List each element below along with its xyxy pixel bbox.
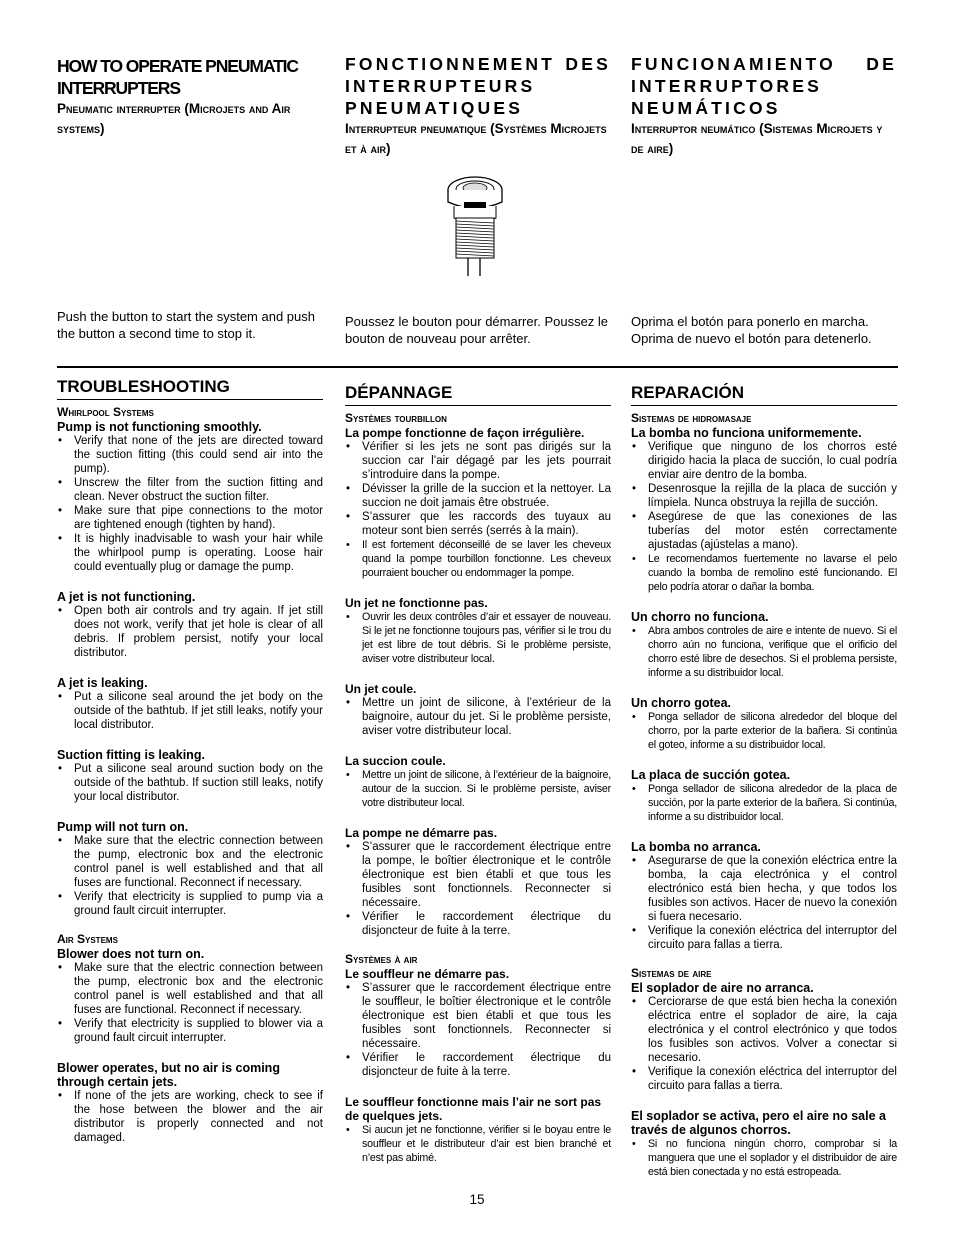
problem-group [345,754,611,810]
solution-item: • Vérifier le raccordement électrique du disjoncteur de fuite à la terre. [345,1051,611,1079]
whirlpool-systems-label: Systèmes tourbillon [345,411,447,425]
solution-item: • Cerciorarse de que está bien hecha la conexión eléctrica entre el soplador de aire, la caja electrónica y el control electrónico y que todos los fusibles son activos. Volver a conectar si necesario. [631,995,897,1065]
solution-item: • Dévisser la grille de la succion et la nettoyer. La succion ne doit jamais être obstruée. [345,482,611,510]
problem-group [631,768,897,824]
problem-heading: El soplador de aire no arranca. [631,981,814,995]
problem-group [345,682,611,738]
solution-list [631,995,897,1093]
solution-list [57,690,323,732]
air-systems-label: Sistemas de aire [631,966,712,980]
problem-heading: La placa de succión gotea. [631,768,791,782]
solution-item: • Desenrosque la rejilla de la placa de succión y límpiela. Nunca obstruya la rejilla de succión. [631,482,897,510]
header-title-en: HOW TO OPERATE PNEUMATIC INTERRUPTERS [57,56,298,98]
problem-group [631,610,897,680]
solution-item: • Verifique la conexión eléctrica del interruptor del circuito para fallas a tierra. [631,1065,897,1093]
solution-list [345,840,611,938]
solution-item: • Si aucun jet ne fonctionne, vérifier si le boyau entre le souffleur et le distributeur d’air est bien branché et n’est pas abimé. [345,1123,611,1165]
solution-list [631,854,897,952]
solution-item: • Abra ambos controles de aire e intente de nuevo. Si el chorro aún no funciona, verifique que el orificio del chorro esté libre de desechos. Si el problema persiste, informe a su distribuidor local. [631,624,897,680]
whirlpool-systems-label: Sistemas de hidromasaje [631,411,752,425]
problem-group [631,840,897,952]
problem-group [631,696,897,752]
problem-group [57,820,323,918]
solution-item: • Verify that electricity is supplied to blower via a ground fault circuit interrupter. [57,1017,323,1045]
solution-item: • S’assurer que les raccords des tuyaux au moteur sont bien serrés (serrés à la main). [345,510,611,538]
solution-item: • Il est fortement déconseillé de se laver les cheveux quand la pompe tourbillon fonctionne. Les cheveux pourraient boucher ou endommager la pompe. [345,538,611,580]
solution-item: • Le recomendamos fuertemente no lavarse el pelo cuando la bomba de remolino esté funcionando. El pelo podría atorar o dañar la bomba. [631,552,897,594]
solution-list [345,610,611,666]
problem-heading: Le souffleur ne démarre pas. [345,967,510,981]
problem-heading: Pump is not functioning smoothly. [57,420,262,434]
intro-en: Push the button to start the system and push the button a second time to stop it. [57,309,315,341]
solution-list [345,1123,611,1165]
section-title-en: TROUBLESHOOTING [57,377,323,400]
problem-group [57,420,323,574]
solution-item: • Ouvrir les deux contrôles d’air et essayer de nouveau. Si le jet ne fonctionne toujours pas, vérifier si le trou du jet est libre de tout débris. Si le problème persiste, aviser votre distributeur local. [345,610,611,666]
problem-heading: La pompe ne démarre pas. [345,826,498,840]
solution-item: • Si no funciona ningún chorro, comprobar si la manguera que une el soplador y el distribuidor de aire está bien conectada y no está estropeada. [631,1137,897,1179]
problem-group [631,1109,897,1179]
solution-item: • Vérifier le raccordement électrique du disjoncteur de fuite à la terre. [345,910,611,938]
solution-item: • S’assurer que le raccordement électrique entre la pompe, le boîtier électronique et le contrôle électronique est bien établi et que tous les fusibles sont fonctionnels. Reconnecter si nécessaire. [345,840,611,910]
solution-list [57,1089,323,1145]
header-title-es: FUNCIONAMIENTO DE INTERRUPTORES NEUMÁTICOS [631,54,897,118]
intro-es: Oprima el botón para ponerlo en marcha. Oprima de nuevo el botón para detenerlo. [631,314,872,346]
header-subtitle-fr: Interrupteur pneumatique (Systèmes Microjets et à air) [345,121,607,156]
header-es [631,53,897,159]
troubleshooting-fr [345,383,611,1181]
solution-item: • Mettre un joint de silicone, à l’extérieur de la baignoire, autour de la succion. Si le problème persiste, aviser votre distributeur local. [345,768,611,810]
problem-heading: Un jet ne fonctionne pas. [345,596,488,610]
solution-item: • S’assurer que le raccordement électrique entre le souffleur, le boîtier électronique et le contrôle électronique est bien établi et que tous les fusibles sont fonctionnels. Reconnecter si nécessaire. [345,981,611,1051]
problem-group [631,426,897,594]
solution-item: • Verifique la conexión eléctrica del interruptor del circuito para fallas a tierra. [631,924,897,952]
section-title-es: REPARACIÓN [631,383,897,406]
solution-list [57,961,323,1045]
header-en [57,55,323,139]
solution-item: • Asegúrese de que las conexiones de las tuberías del motor estén correctamente ajustadas (ajústelas a mano). [631,510,897,552]
problem-heading: Pump will not turn on. [57,820,189,834]
problem-heading: Le souffleur fonctionne mais l’air ne sort pas de quelques jets. [345,1095,602,1123]
problem-group [345,826,611,938]
solution-item: • Make sure that the electric connection between the pump, electronic box and the electronic control panel is well established and that all fuses are functional. Reconnect if necessary. [57,834,323,890]
problem-heading: Un chorro no funciona. [631,610,769,624]
solution-item: • Make sure that pipe connections to the motor are tightened enough (tighten by hand). [57,504,323,532]
solution-list [57,762,323,804]
solution-item: • Ponga sellador de silicona alrededor de la placa de succión, por la parte exterior de la bañera. Si continúa, informe a su distribuidor local. [631,782,897,824]
solution-list [631,440,897,594]
header-fr [345,53,611,159]
header-subtitle-en: Pneumatic interrupter (Microjets and Air systems) [57,101,291,136]
troubleshooting-en [57,377,323,1161]
problem-group [57,676,323,732]
problem-heading: Blower operates, but no air is coming through certain jets. [57,1061,280,1089]
problem-heading: A jet is not functioning. [57,590,196,604]
solution-item: • Open both air controls and try again. If jet still does not work, verify that jet hole is clear of all debris. If problem persist, notify your local distributor. [57,604,323,660]
solution-list [57,834,323,918]
solution-item: • It is highly inadvisable to wash your hair while the whirlpool pump is operating. Loose hair could eventually plug or damage the pump. [57,532,323,574]
problem-group [631,981,897,1093]
problem-heading: La succion coule. [345,754,446,768]
problem-heading: La bomba no arranca. [631,840,761,854]
problem-heading: Un jet coule. [345,682,417,696]
solution-list [631,624,897,680]
intro-fr: Poussez le bouton pour démarrer. Poussez le bouton de nouveau pour arrêter. [345,314,609,346]
solution-item: • Verify that electricity is supplied to pump via a ground fault circuit interrupter. [57,890,323,918]
solution-item: • Put a silicone seal around the jet body on the outside of the bathtub. If jet still leaks, notify your local distributor. [57,690,323,732]
solution-item: • If none of the jets are working, check to see if the hose between the blower and the air distributor is properly connected and not damaged. [57,1089,323,1145]
solution-list [345,768,611,810]
problem-heading: Un chorro gotea. [631,696,732,710]
problem-group [57,1061,323,1145]
problem-heading: Blower does not turn on. [57,947,205,961]
page-number: 15 [469,1192,485,1207]
problem-heading: A jet is leaking. [57,676,148,690]
problem-group [57,748,323,804]
header-subtitle-es: Interruptor neumático (Sistemas Microjets y de aire) [631,121,883,156]
problem-group [57,947,323,1045]
solution-item: • Vérifier si les jets ne sont pas dirigés sur la succion car l’air dégagé par les jets pourrait s’introduire dans la pompe. [345,440,611,482]
solution-item: • Asegurarse de que la conexión eléctrica entre la bomba, la caja electrónica y el control electrónico está bien hecha, y que todos los fusibles son activos. Hacer de nuevo la conexión si fuera necesario. [631,854,897,924]
problem-group [345,1095,611,1165]
air-systems-label: Systèmes à air [345,952,418,966]
solution-item: • Verify that none of the jets are directed toward the suction fitting (this could send air into the pump). [57,434,323,476]
problem-heading: El soplador se activa, pero el aire no sale a través de algunos chorros. [631,1109,886,1137]
section-title-fr: DÉPANNAGE [345,383,611,406]
solution-list [57,604,323,660]
solution-item: • Ponga sellador de silicona alrededor del bloque del chorro, por la parte exterior de la bañera. Si continúa el goteo, informe a su distribuidor local. [631,710,897,752]
section-divider [57,366,898,368]
solution-list [631,1137,897,1179]
solution-list [631,710,897,752]
solution-item: • Mettre un joint de silicone, à l’extérieur de la baignoire, autour du jet. Si le problème persiste, aviser votre distributeur local. [345,696,611,738]
solution-list [631,782,897,824]
problem-group [345,596,611,666]
solution-list [345,696,611,738]
troubleshooting-es [631,383,897,1195]
solution-list [57,434,323,574]
solution-item: • Put a silicone seal around suction body on the outside of the bathtub. If suction still leaks, notify your local distributor. [57,762,323,804]
problem-heading: Suction fitting is leaking. [57,748,205,762]
problem-group [345,967,611,1079]
problem-group [345,426,611,580]
solution-item: • Make sure that the electric connection between the pump, electronic box and the electronic control panel is well established and that all fuses are functional. Reconnect if necessary. [57,961,323,1017]
solution-list [345,981,611,1079]
pneumatic-button-illustration [442,176,508,276]
whirlpool-systems-label: Whirlpool Systems [57,405,154,419]
solution-item: • Verifique que ninguno de los chorros esté dirigido hacia la placa de succión, lo cual podría enviar aire dentro de la bomba. [631,440,897,482]
problem-group [57,590,323,660]
solution-item: • Unscrew the filter from the suction fitting and clean. Never obstruct the suction filter. [57,476,323,504]
header-title-fr: FONCTIONNEMENT DES INTERRUPTEURS PNEUMATIQUES [345,54,611,118]
solution-list [345,440,611,580]
air-systems-label: Air Systems [57,932,118,946]
problem-heading: La bomba no funciona uniformemente. [631,426,862,440]
problem-heading: La pompe fonctionne de façon irrégulière. [345,426,585,440]
